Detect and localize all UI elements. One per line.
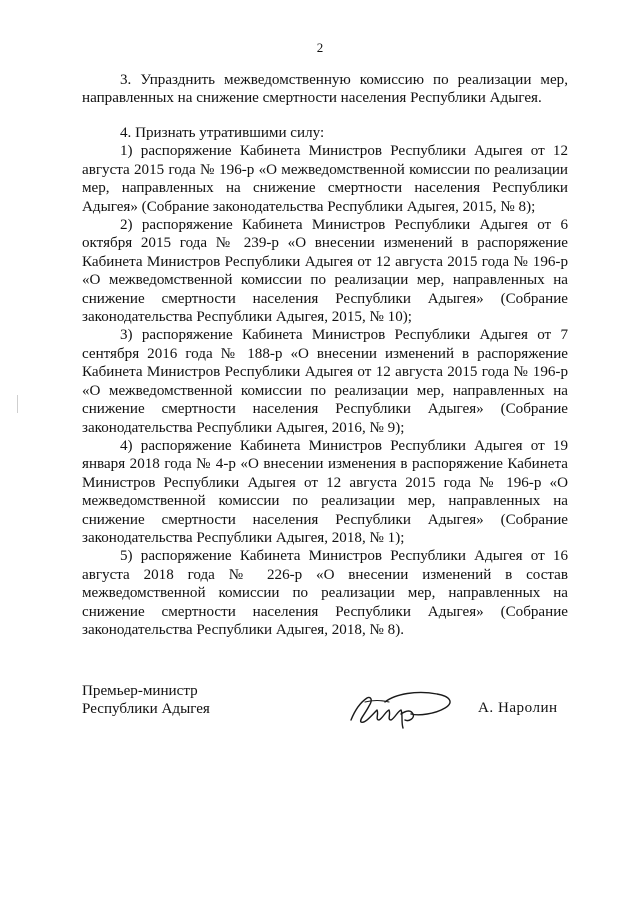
section-3	[82, 71, 568, 108]
signatory-title-line-1: Премьер-министр	[82, 683, 198, 699]
handwritten-signature	[345, 684, 465, 732]
repeal-item-4: 4) распоряжение Кабинета Министров Республики Адыгея от 19 января 2018 года № 4-р «О внесении изменения в распоряжение Кабинета Министров Республики Адыгея от 12 августа 2015 года № 196-р «О межведомственной комиссии по реализации мер, направленных на снижение смертности населения Республики Адыгея» (Собрание законодательства Республики Адыгея, 2018, № 1);	[82, 437, 568, 546]
signatory-title-line-2: Республики Адыгея	[82, 701, 210, 718]
repeal-item-2: 2) распоряжение Кабинета Министров Республики Адыгея от 6 октября 2015 года № 239-р «О внесении изменений в распоряжение Кабинета Министров Республики Адыгея от 12 августа 2015 года № 196-р «О межведомственной комиссии по реализации мер, направленных на снижение смертности населения Республики Адыгея» (Собрание законодательства Республики Адыгея, 2015, № 10);	[82, 217, 568, 326]
page-number: 2	[316, 40, 324, 55]
signer-name: А. Наролин	[478, 700, 558, 716]
repeal-item-5: 5) распоряжение Кабинета Министров Республики Адыгея от 16 августа 2018 года № 226-р «О внесении изменений в состав межведомственной комиссии по реализации мер, направленных на снижение смертности населения Республики Адыгея» (Собрание законодательства Республики Адыгея, 2018, № 8).	[82, 548, 568, 638]
section-4-heading: 4. Признать утратившими силу:	[120, 125, 325, 141]
scan-margin-mark	[17, 395, 18, 413]
section-3-text: 3. Упразднить межведомственную комиссию по реализации мер, направленных на снижение смертности населения Республики Адыгея.	[82, 72, 568, 107]
section-4	[82, 124, 568, 639]
repeal-item-3: 3) распоряжение Кабинета Министров Республики Адыгея от 7 сентября 2016 года № 188-р «О внесении изменений в распоряжение Кабинета Министров Республики Адыгея от 12 августа 2015 года № 196-р «О межведомственной комиссии по реализации мер, направленных на снижение смертности населения Республики Адыгея» (Собрание законодательства Республики Адыгея, 2016, № 9);	[82, 327, 568, 436]
repeal-item-1: 1) распоряжение Кабинета Министров Республики Адыгея от 12 августа 2015 года № 196-р «О межведомственной комиссии по реализации мер, направленных на снижение смертности населения Республики Адыгея» (Собрание законодательства Республики Адыгея, 2015, № 8);	[82, 143, 568, 215]
signatory-title	[82, 682, 210, 719]
